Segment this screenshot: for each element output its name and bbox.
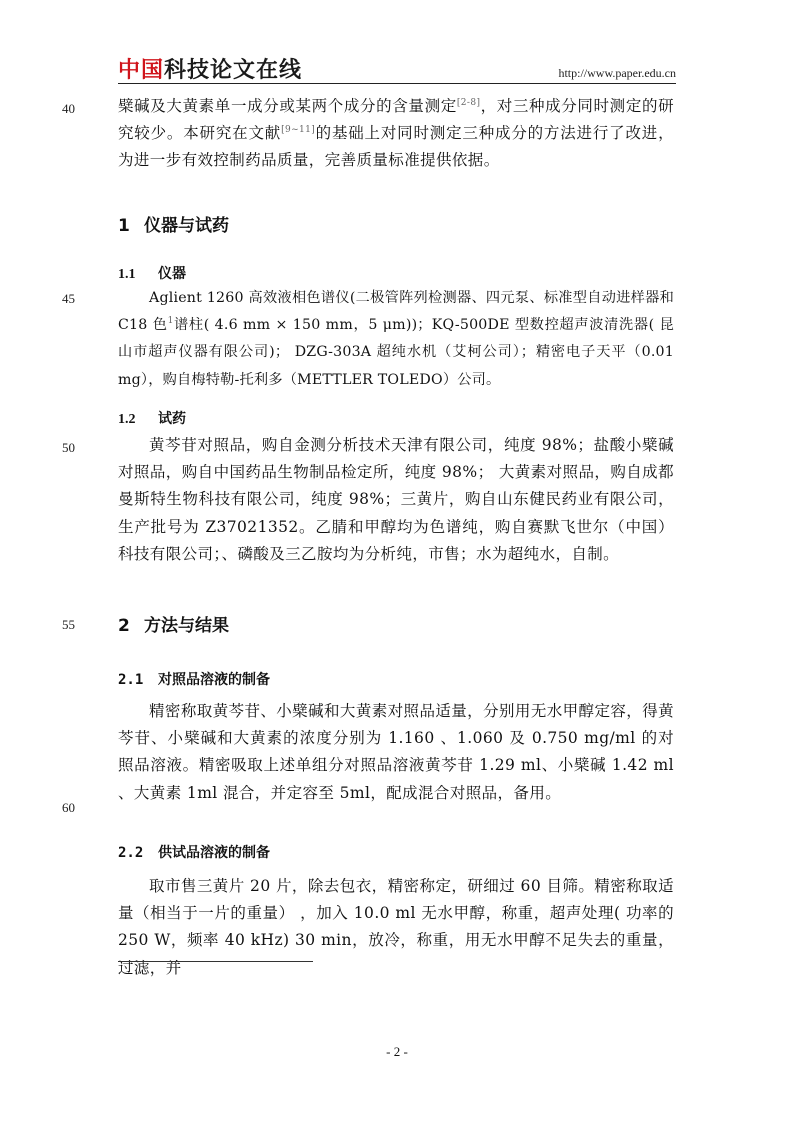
line-number: 40 xyxy=(62,101,75,116)
line-number: 55 xyxy=(62,617,75,632)
line-number: 60 xyxy=(62,800,75,815)
header-url: http://www.paper.edu.cn xyxy=(558,66,676,80)
section-heading: 1 仪器与试药 xyxy=(118,216,229,236)
page-number: - 2 - xyxy=(386,1044,408,1059)
reagents-paragraph: 黄芩苷对照品，购自金测分析技术天津有限公司，纯度 98%；盐酸小檗碱对照品，购自中国药品生物制品检定所，纯度 98%； 大黄素对照品，购自成都曼斯特生物科技有限公司，纯度 98%；三黄片，购自山东健民药业有限公司，生产批号为 Z37021352。乙腈和甲醇均为色谱纯，购自赛默飞世尔（中国）科技有限公司；、磷酸及三乙胺均为分析纯，市售；水为超纯水，自制。 xyxy=(118,436,674,563)
journal-logo xyxy=(118,58,302,84)
logo-black-text: 科技论文在线 xyxy=(164,58,303,83)
subsection-heading: 2.2 供试品溶液的制备 xyxy=(118,845,270,861)
instruments-paragraph: Aglient 1260 高效液相色谱仪(二极管阵列检测器、四元泵、标准型自动进样器和 C18 色$^1$谱柱( 4.6 mm × 150 mm，5 μm))；KQ-500DE 型数控超声波清洗器( 昆山市超声仪器有限公司)； DZG-303A 超纯水机（艾柯公司）；精密电子天平（0.01 mg），购自梅特勒-托利多（METTLER TOLEDO）公司。 xyxy=(118,290,675,388)
citation: [9~11] xyxy=(281,125,316,136)
section-heading: 2 方法与结果 xyxy=(118,616,229,636)
line-number: 45 xyxy=(62,291,75,306)
subsection-heading: 2.1 对照品溶液的制备 xyxy=(118,672,270,688)
header-divider xyxy=(118,83,676,84)
reference-solution-paragraph: 精密称取黄芩苷、小檗碱和大黄素对照品适量，分别用无水甲醇定容，得黄芩苷、小檗碱和大黄素的浓度分别为 1.160 、1.060 及 0.750 mg/ml 的对照品溶液。精密吸取上述单组分对照品溶液黄芩苷 1.29 ml、小檗碱 1.42 ml 、大黄素 1ml 混合，并定容至 5ml，配成混合对照品，备用。 xyxy=(118,702,674,802)
footnote-marker: 1 xyxy=(167,316,174,327)
intro-paragraph: 檗碱及大黄素单一成分或某两个成分的含量测定[2-8]，对三种成分同时测定的研究较少。本研究在文献[9~11]的基础上对同时测定三种成分的方法进行了改进，为进一步有效控制药品质量，完善质量标准提供依据。 xyxy=(118,97,674,170)
footnote-divider xyxy=(118,961,313,962)
logo-red-text: 中国 xyxy=(118,58,165,83)
subsection-heading: 1.1 仪器 xyxy=(118,266,186,282)
sample-solution-paragraph: 取市售三黄片 20 片，除去包衣，精密称定，研细过 60 目筛。精密称取适量（相当于一片的重量） ，加入 10.0 ml 无水甲醇，称重，超声处理( 功率的 250 W，频率 40 kHz) 30 min，放冷，称重，用无水甲醇不足失去的重量，过滤，并 xyxy=(118,877,674,977)
citation: [2-8] xyxy=(456,98,481,108)
line-number: 50 xyxy=(62,440,75,455)
subsection-heading: 1.2 试药 xyxy=(118,411,186,427)
